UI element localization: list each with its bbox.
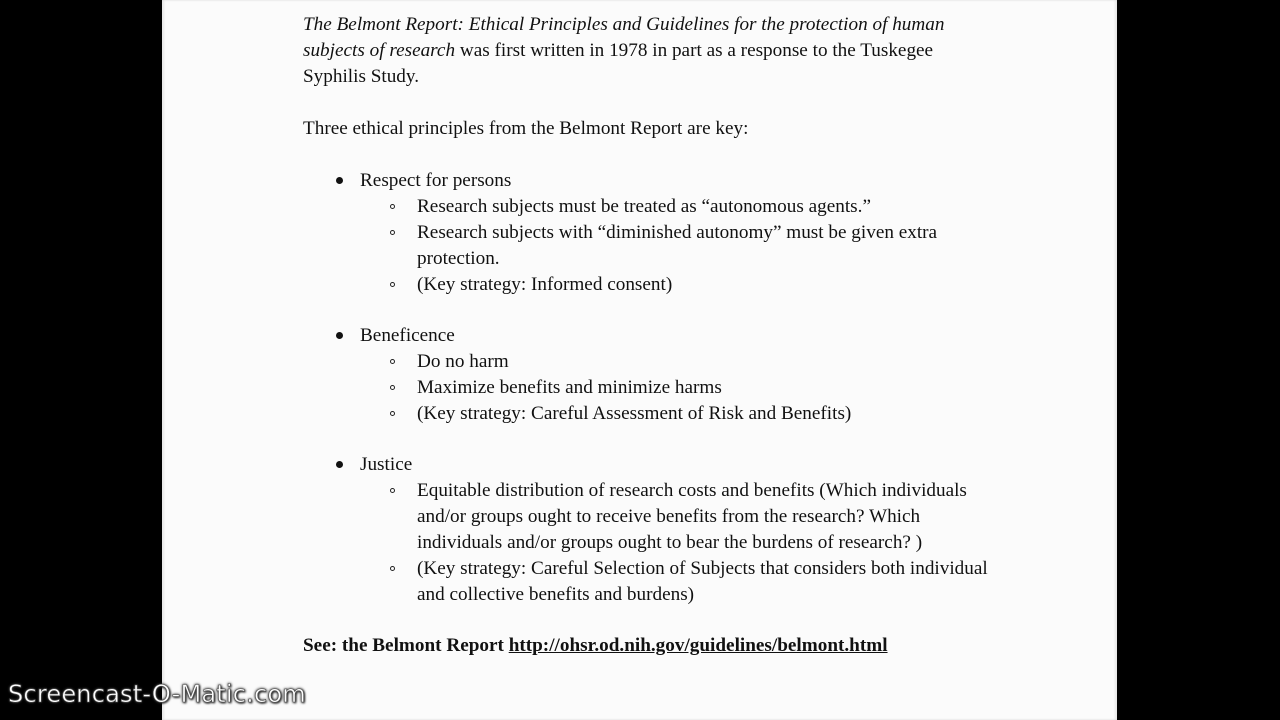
bullet-icon bbox=[336, 332, 343, 339]
principle-label-text: Beneficence bbox=[360, 325, 455, 346]
intro-text: was first written in 1978 in part as a response to the Tuskegee Syphilis Study. bbox=[303, 40, 934, 87]
principle-respect bbox=[303, 168, 993, 298]
bullet-icon bbox=[336, 461, 343, 468]
list-item-text: (Key strategy: Careful Selection of Subjects that considers both individual and collective benefits and burdens) bbox=[417, 558, 988, 605]
principle-label bbox=[303, 452, 993, 478]
principle-label bbox=[303, 168, 993, 194]
principle-label-text: Justice bbox=[360, 454, 413, 475]
list-item bbox=[303, 375, 993, 401]
see-label: See: the Belmont Report bbox=[303, 635, 509, 656]
document-content bbox=[303, 12, 993, 659]
bullet-icon bbox=[336, 177, 343, 184]
list-item bbox=[303, 194, 993, 220]
circle-bullet-icon bbox=[390, 230, 395, 235]
circle-bullet-icon bbox=[390, 566, 395, 571]
see-reference bbox=[303, 633, 993, 659]
circle-bullet-icon bbox=[390, 488, 395, 493]
list-item bbox=[303, 401, 993, 427]
list-item-text: Equitable distribution of research costs and benefits (Which individuals and/or groups ought to receive benefits from the research? Which individuals and/or groups ought to bear the burdens of research? ) bbox=[417, 480, 967, 553]
list-item-text: Do no harm bbox=[417, 351, 509, 372]
list-item bbox=[303, 220, 993, 272]
principle-label-text: Respect for persons bbox=[360, 170, 512, 191]
principle-justice bbox=[303, 452, 993, 608]
list-item-text: (Key strategy: Careful Assessment of Risk and Benefits) bbox=[417, 403, 852, 424]
belmont-report-link[interactable]: http://ohsr.od.nih.gov/guidelines/belmont.html bbox=[508, 635, 888, 656]
circle-bullet-icon bbox=[390, 385, 395, 390]
list-item-text: Maximize benefits and minimize harms bbox=[417, 377, 722, 398]
principle-beneficence bbox=[303, 323, 993, 427]
circle-bullet-icon bbox=[390, 204, 395, 209]
list-item bbox=[303, 272, 993, 298]
list-item-text: Research subjects with “diminished autonomy” must be given extra protection. bbox=[417, 222, 938, 269]
principle-label bbox=[303, 323, 993, 349]
list-item bbox=[303, 349, 993, 375]
document-page bbox=[162, 0, 1117, 720]
watermark-logo: Screencast-O-Matic.com bbox=[8, 680, 306, 708]
lead-text: Three ethical principles from the Belmont Report are key: bbox=[303, 118, 749, 139]
circle-bullet-icon bbox=[390, 411, 395, 416]
list-item bbox=[303, 478, 993, 556]
list-item-text: Research subjects must be treated as “autonomous agents.” bbox=[417, 196, 871, 217]
report-title: The Belmont Report: Ethical Principles and Guidelines for the protection of human subjects of research bbox=[303, 14, 945, 61]
list-item-text: (Key strategy: Informed consent) bbox=[417, 274, 673, 295]
intro-paragraph bbox=[303, 12, 993, 90]
circle-bullet-icon bbox=[390, 282, 395, 287]
circle-bullet-icon bbox=[390, 359, 395, 364]
list-item bbox=[303, 556, 993, 608]
